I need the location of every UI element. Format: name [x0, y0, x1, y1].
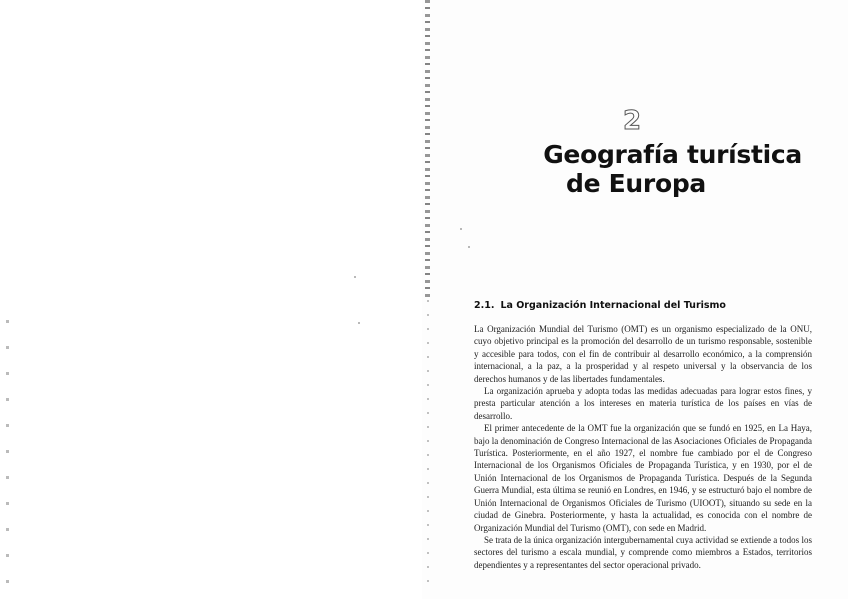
paragraph: El primer antecedente de la OMT fue la organización que se fundó en 1925, en La Haya, bajo la denominación de Congreso Internacional de las Asociaciones Oficiales de Propaganda Turística. Posteriormente, en el año 1927, el nombre fue cambiado por el de Congreso Internacional de los Organismos Oficiales de Propaganda Turística, y en 1930, por el de Unión Internacional de los Organismos de Propaganda Turística. Después de la Segunda Guerra Mundial, esta última se reunió en Londres, en 1946, y se estructuró bajo el nombre de Unión Internacional de Organismos Oficiales de Turismo (UIOOT), situando su sede en la ciudad de Ginebra. Posteriormente, y hasta la actualidad, es conocida con el nombre de Organización Mundial del Turismo (OMT), con sede en Madrid.	[474, 423, 812, 533]
chapter-title-line2: de Europa	[565, 169, 706, 198]
left-page	[0, 0, 422, 599]
scan-speck	[354, 276, 356, 278]
left-page-edge-marks	[6, 320, 9, 590]
paragraph: La Organización Mundial del Turismo (OMT) es un organismo especializado de la ONU, cuyo objetivo principal es la promoción del desarrollo de un turismo responsable, sostenible y accesible para todos, con el fin de contribuir al desarrollo económico, a la comprensión internacional, a la paz, a la prosperidad y al respeto universal y la observancia de los derechos humanos y de las libertades fundamentales.	[474, 324, 812, 384]
section-heading	[474, 300, 814, 311]
page-spine-shadow	[425, 0, 430, 300]
paragraph: La organización aprueba y adopta todas las medidas adecuadas para lograr estos fines, y presta particular atención a los intereses en materia turística de los países en vías de desarrollo.	[474, 386, 812, 421]
chapter-number: 2	[622, 106, 642, 136]
scan-speck	[460, 228, 462, 230]
section-number: 2.1.	[474, 300, 495, 311]
chapter-title	[500, 140, 802, 198]
body-text	[474, 323, 812, 571]
page-spine-marks	[427, 300, 429, 590]
chapter-title-line1: Geografía turística	[543, 140, 802, 169]
scan-speck	[468, 246, 470, 248]
section-title: La Organización Internacional del Turismo	[500, 300, 726, 311]
scan-speck	[358, 322, 360, 324]
paragraph: Se trata de la única organización intergubernamental cuya actividad se extiende a todos los sectores del turismo a escala mundial, y comprende como miembros a Estados, territorios dependientes y a representantes del sector operacional privado.	[474, 534, 812, 570]
